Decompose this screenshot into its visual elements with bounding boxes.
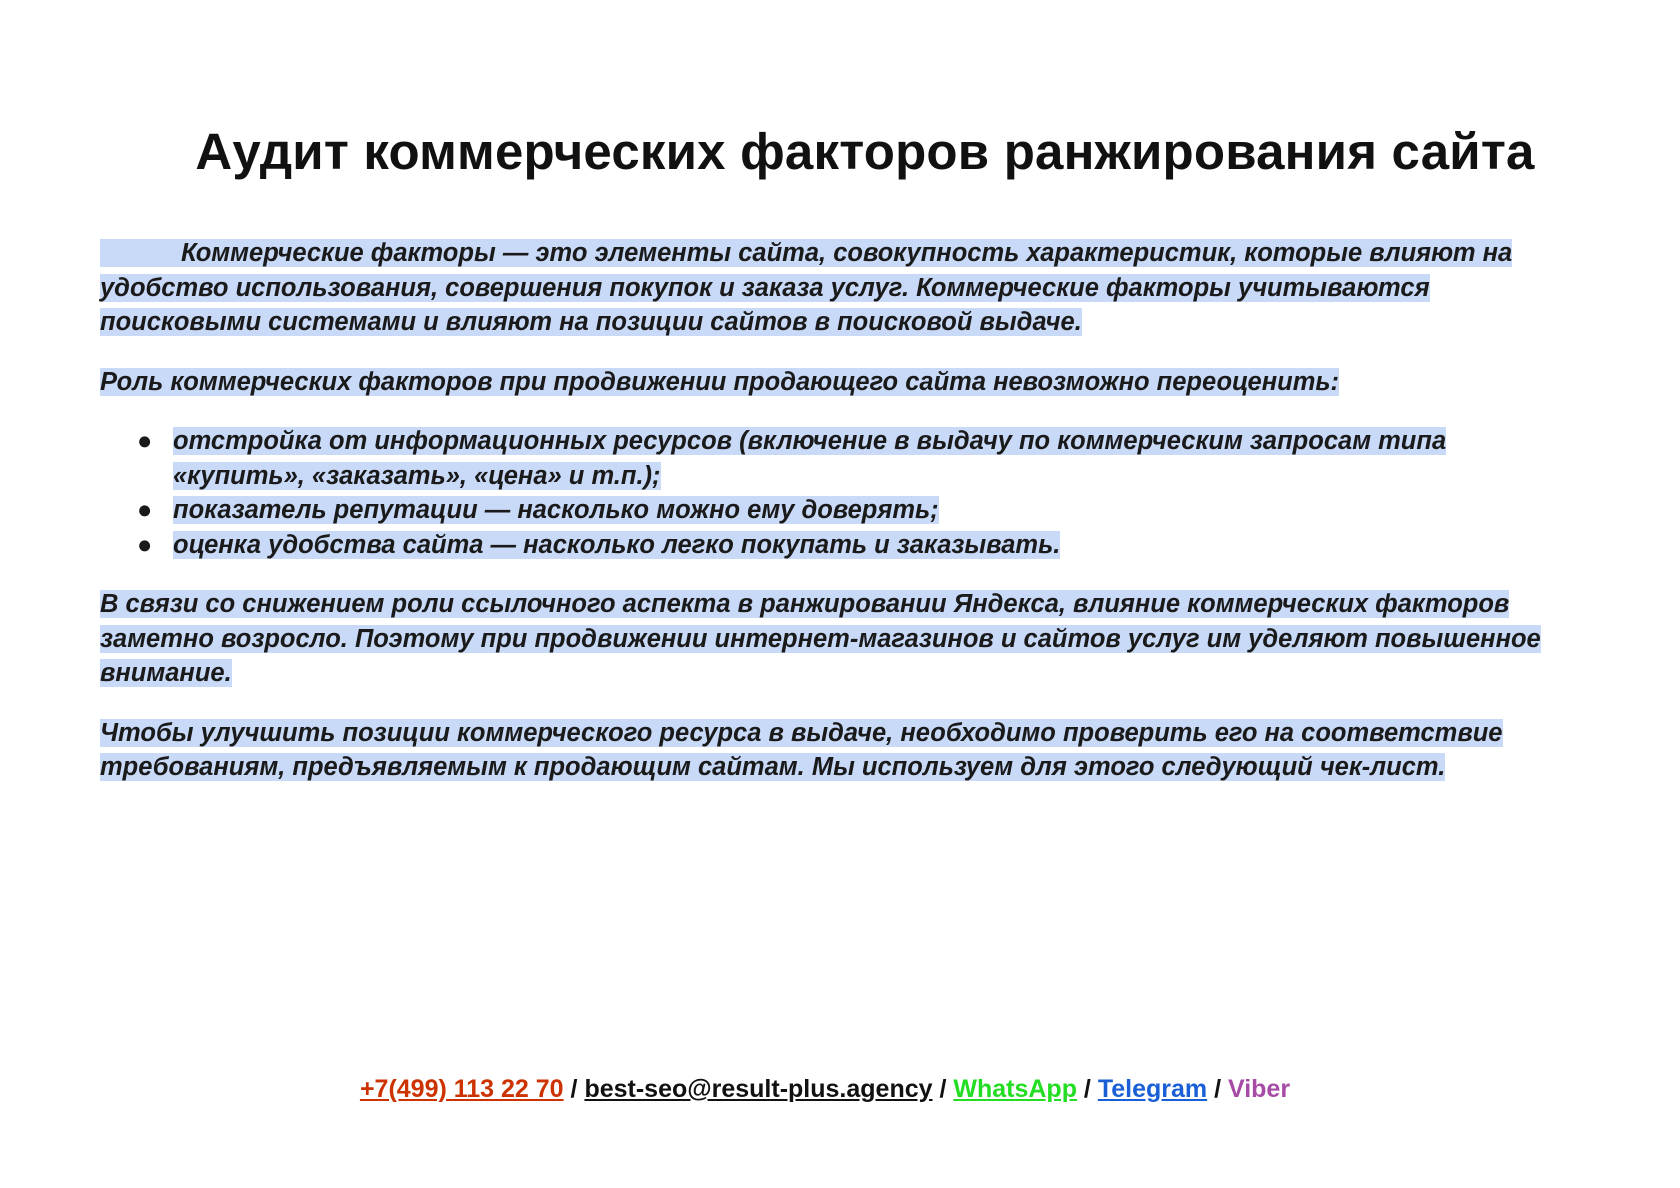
whatsapp-link[interactable]: WhatsApp [953,1075,1077,1103]
checklist-paragraph [100,716,1570,785]
intro-paragraph [100,236,1570,340]
role-text: Роль коммерческих факторов при продвижении продающего сайта невозможно переоценить: [100,367,1340,396]
separator: / [1076,1075,1098,1103]
bullet-icon: ● [137,496,153,524]
list-item [100,493,1570,528]
separator: / [932,1075,954,1103]
list-item [100,528,1570,563]
role-paragraph [100,365,1570,400]
list-item-text: оценка удобства сайта — насколько легко покупать и заказывать. [173,530,1061,559]
separator: / [563,1075,585,1103]
list-item-text: показатель репутации — насколько можно ему доверять; [173,496,939,524]
yandex-paragraph [100,587,1570,691]
bullet-icon: ● [137,530,153,559]
phone-link[interactable]: +7(499) 113 22 70 [359,1075,564,1103]
contact-footer [0,1075,1650,1104]
bullet-icon: ● [137,427,153,455]
yandex-text: В связи со снижением роли ссылочного аспекта в ранжировании Яндекса, влияние коммерческих факторов заметно возросло. Поэтому при продвижении интернет-магазинов и сайтов услуг им уделяют повышенное внимание. [100,590,1541,687]
viber-link[interactable]: Viber [1227,1075,1291,1103]
list-item [100,424,1570,493]
telegram-link[interactable]: Telegram [1097,1075,1208,1103]
document-body [100,236,1570,810]
checklist-text: Чтобы улучшить позиции коммерческого ресурса в выдаче, необходимо проверить его на соответствие требованиям, предъявляемым к продающим сайтам. Мы используем для этого следующий чек-лист. [100,718,1503,781]
bullet-list [100,424,1570,562]
email-link[interactable]: best-seo@result-plus.agency [584,1075,933,1103]
intro-text: Коммерческие факторы — это элементы сайта, совокупность характеристик, которые влияют на удобство использования, совершения покупок и заказа услуг. Коммерческие факторы учитываются поисковыми системами и влияют на позиции сайтов в поисковой выдаче. [100,239,1513,336]
page-title: Аудит коммерческих факторов ранжирования сайта [195,123,1535,180]
separator: / [1207,1075,1228,1103]
list-item-text: отстройка от информационных ресурсов (включение в выдачу по коммерческим запросам типа «купить», «заказать», «цена» и т.п.); [173,427,1447,490]
